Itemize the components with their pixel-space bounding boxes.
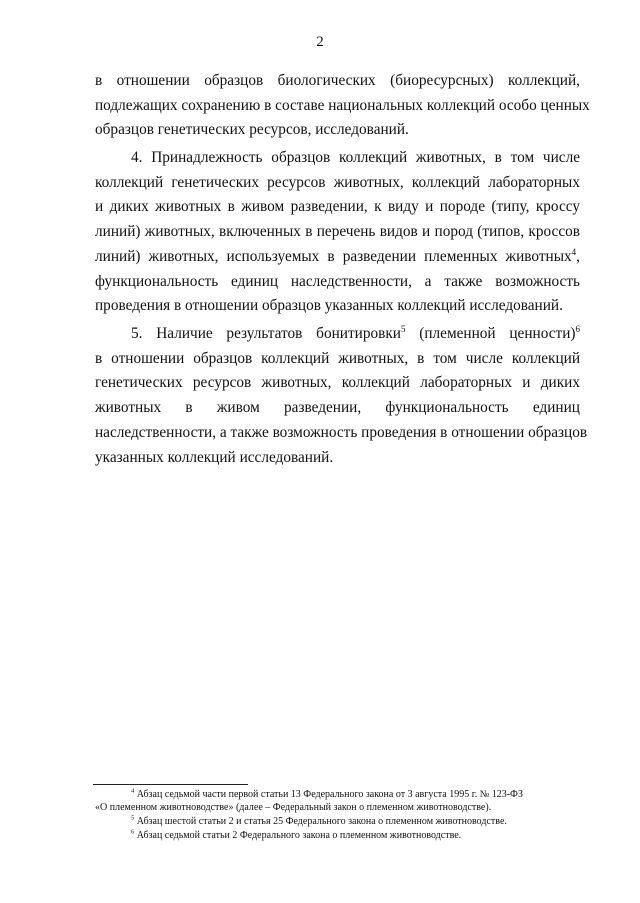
paragraph-3-line-3: образцов генетических ресурсов, исследований. — [95, 121, 409, 138]
footnote-4-text: Абзац седьмой части первой статьи 13 Федерального закона от 3 августа 1995 г. № 123-ФЗ — [136, 789, 523, 800]
paragraph-5-line-2: в отношении образцов коллекций животных, в том числе коллекций — [95, 350, 580, 367]
paragraph-4-line-5-text: линий) животных, используемых в разведении племенных животных — [95, 248, 572, 265]
footnote-4-mark: 4 — [131, 787, 135, 795]
footnote-6 — [131, 830, 461, 842]
paragraph-3-line-1: в отношении образцов биологических (биоресурсных) коллекций, — [95, 72, 580, 89]
footnote-5 — [131, 816, 507, 828]
paragraph-4-line-6: функциональность единиц наследственности, а также возможность — [95, 273, 580, 290]
footnote-5-mark: 5 — [131, 814, 135, 822]
footnote-ref-4: 4 — [571, 246, 577, 257]
paragraph-4-line-4: линий) животных, включенных в перечень видов и пород (типов, кроссов — [95, 223, 580, 240]
paragraph-4-line-5: линий) животных, используемых в разведении племенных животных$^4$, — [95, 246, 580, 265]
footnote-4-line-1 — [131, 789, 523, 801]
paragraph-5-line-3: генетических ресурсов животных, коллекций лабораторных и диких — [95, 374, 580, 391]
footnote-separator — [93, 784, 248, 785]
paragraph-5-line-1 — [131, 325, 580, 343]
paragraph-4-line-2: коллекций генетических ресурсов животных, коллекций лабораторных — [95, 174, 580, 191]
paragraph-4-line-3: и диких животных в живом разведении, к виду и породе (типу, кроссу — [95, 198, 580, 215]
paragraph-5-line-6: указанных коллекций исследований. — [95, 449, 334, 466]
paragraph-4-line-1: 4. Принадлежность образцов коллекций животных, в том числе — [131, 149, 580, 166]
footnote-ref-6: 6 — [575, 323, 581, 334]
footnote-5-text: Абзац шестой статьи 2 и статья 25 Федерального закона о племенном животноводстве. — [136, 816, 507, 827]
footnote-6-text: Абзац седьмой статьи 2 Федерального закона о племенном животноводстве. — [136, 830, 462, 841]
paragraph-4-line-7: проведения в отношении образцов указанных коллекций исследований. — [95, 297, 563, 314]
footnote-ref-5: 5 — [400, 323, 406, 334]
paragraph-5-line-1-b: (племенной ценности) — [405, 325, 576, 342]
footnote-4-line-2: «О племенном животноводстве» (далее – Федеральный закон о племенном животноводстве). — [95, 802, 492, 813]
paragraph-5-line-4: животных в живом разведении, функциональность единиц — [95, 399, 580, 416]
paragraph-5-line-1-a: 5. Наличие результатов бонитировки — [131, 325, 401, 342]
paragraph-5-line-5: наследственности, а также возможность проведения в отношении образцов — [95, 424, 588, 441]
page-number: 2 — [316, 34, 324, 50]
footnote-6-mark: 6 — [131, 828, 135, 836]
paragraph-3-line-2: подлежащих сохранению в составе национальных коллекций особо ценных — [95, 97, 590, 114]
